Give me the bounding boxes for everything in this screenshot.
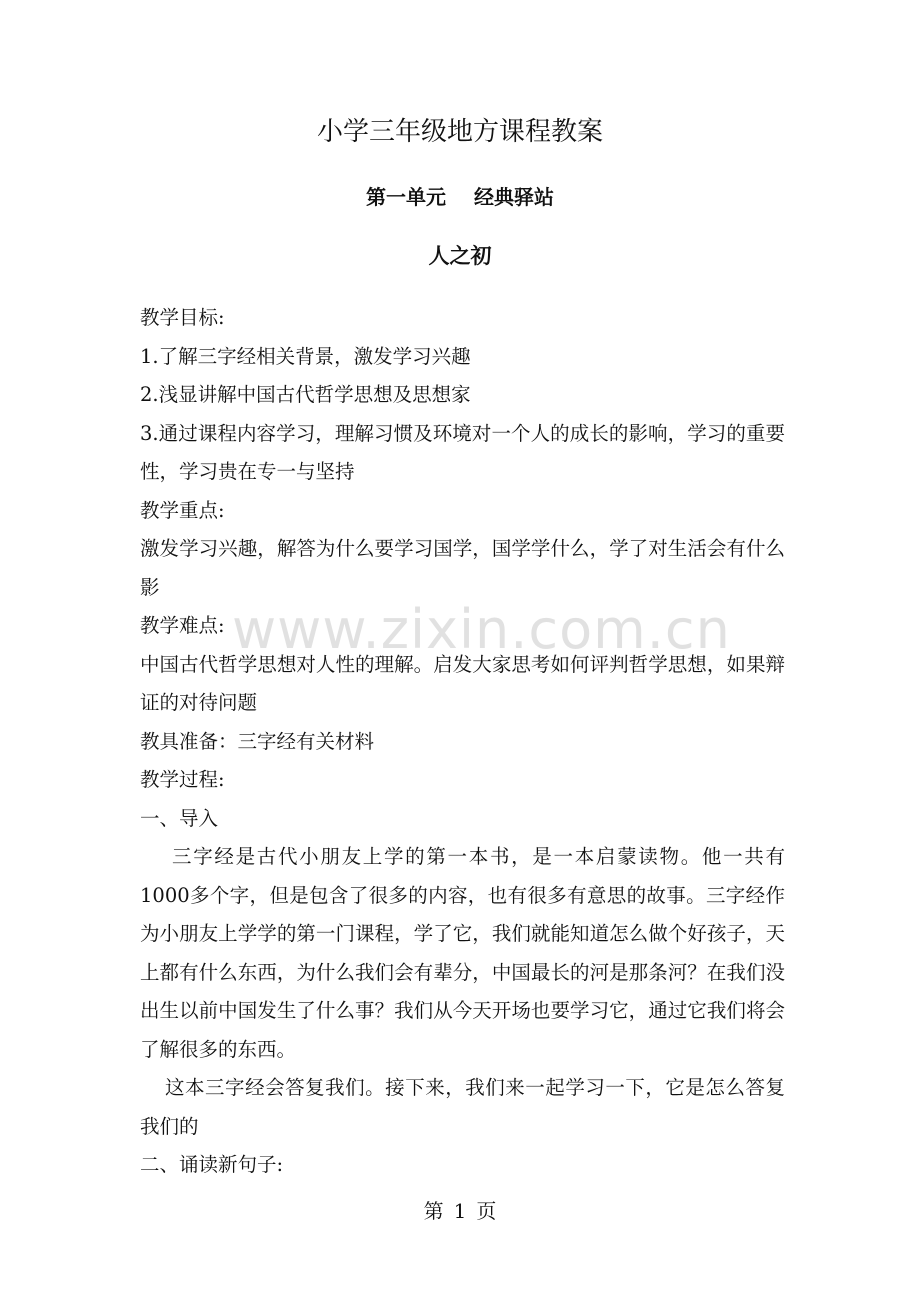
lesson-title: 人之初 (428, 243, 492, 268)
document-body (140, 299, 785, 1185)
goals-heading: 教学目标: (140, 306, 225, 329)
unit-number: 第一单元 (366, 185, 446, 209)
key-points-heading: 教学重点: (140, 498, 225, 522)
section-heading: 二、诵读新句子: (140, 1153, 284, 1176)
watermark: www.zixin.com.cn (232, 598, 731, 661)
goal-item: 1.了解三字经相关背景，激发学习兴趣 (140, 344, 471, 368)
process-heading: 教学过程: (140, 768, 225, 791)
body-paragraph: 三字经是古代小朋友上学的第一本书，是一本启蒙读物。他一共有1000多个字，但是包含了很多的内容，也有很多有意思的故事。三字经作为小朋友上学学的第一门课程，学了它，我们就能知道怎么做个好孩子，天上都有什么东西，为什么我们会有辈分，中国最长的河是那条河？在我们没出生以前中国发生了什么事？我们从今天开场也要学习它，通过它我们将会了解很多的东西。 (140, 845, 785, 1061)
goal-item: 3.通过课程内容学习，理解习惯及环境对一个人的成长的影响，学习的重要性，学习贵在专一与坚持 (140, 421, 785, 483)
difficulty-heading: 教学难点: (140, 614, 225, 637)
unit-name: 经典驿站 (474, 185, 554, 209)
page-number: 1 (453, 1199, 467, 1223)
section-heading: 一、导入 (140, 806, 219, 830)
body-paragraph: 这本三字经会答复我们。接下来，我们来一起学习一下，它是怎么答复我们的 (140, 1076, 785, 1138)
key-points-text: 激发学习兴趣，解答为什么要学习国学，国学学什么，学了对生活会有什么影 (140, 537, 785, 599)
page-footer (0, 1195, 920, 1227)
unit-heading (0, 182, 920, 212)
page-prefix: 第 (423, 1199, 444, 1223)
page-suffix: 页 (476, 1199, 497, 1223)
goal-item: 2.浅显讲解中国古代哲学思想及思想家 (140, 383, 471, 406)
document-title: 小学三年级地方课程教案 (316, 117, 603, 147)
materials-line: 教具准备：三字经有关材料 (140, 729, 375, 753)
difficulty-text: 中国古代哲学思想对人性的理解。启发大家思考如何评判哲学思想，如果辩证的对待问题 (140, 652, 785, 714)
